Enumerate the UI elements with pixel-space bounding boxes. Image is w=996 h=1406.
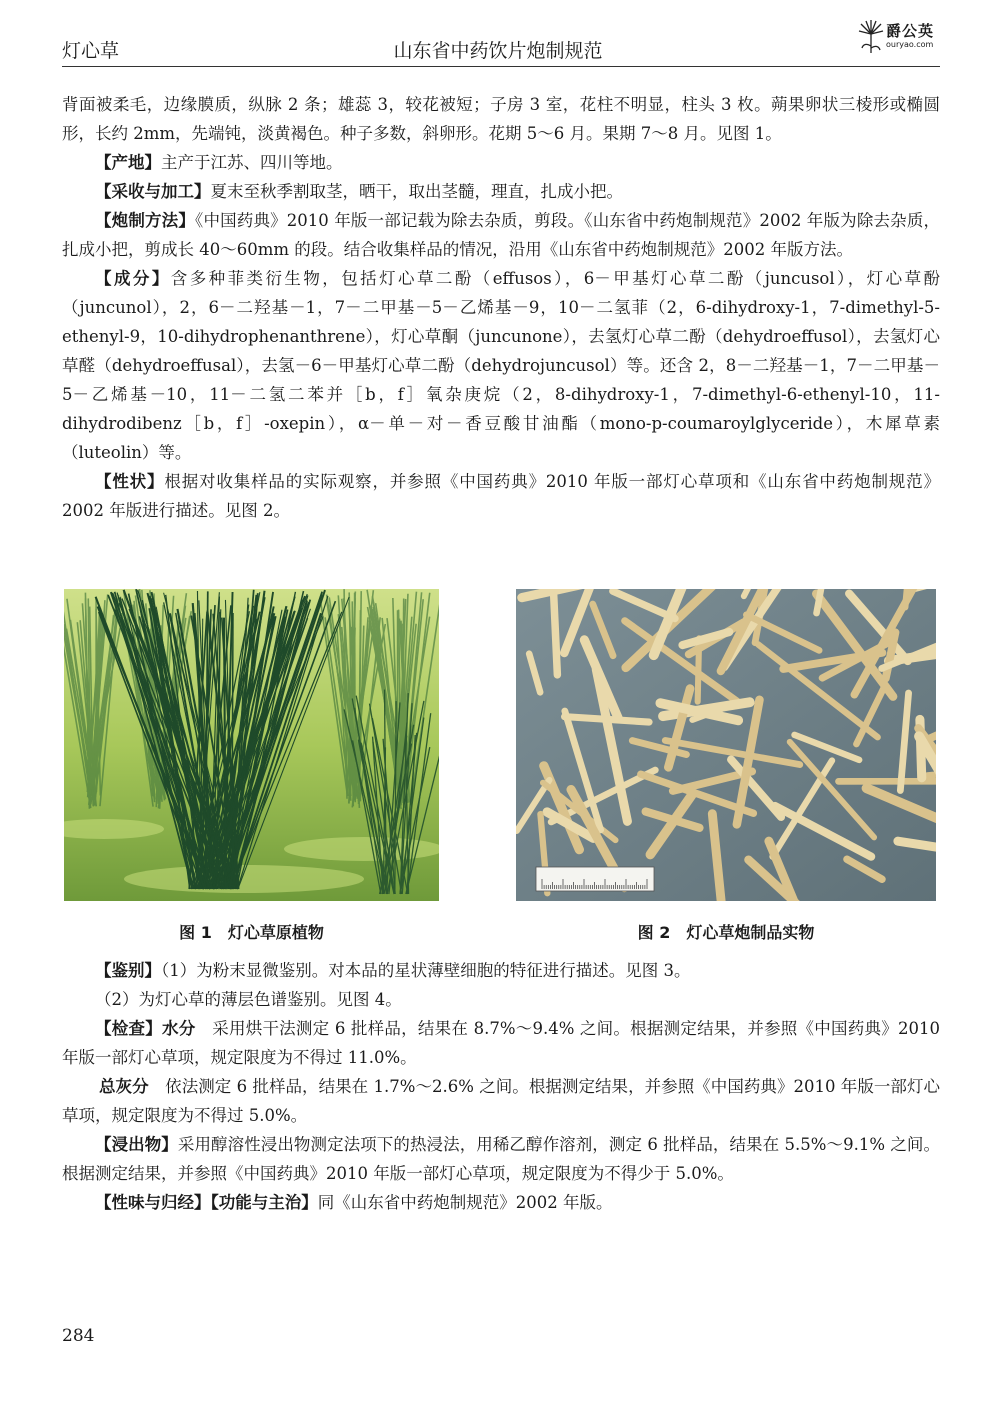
paragraph-tlc: （2）为灯心草的薄层色谱鉴别。见图 4。 xyxy=(95,990,402,1009)
paragraph-processing: 【炮制方法】《中国药典》2010 年版一部记载为除去杂质，剪段。《山东省中药炮制规范》2002 年版为除去杂质，扎成小把，剪成长 40～60mm 的段。结合收集样品的情况，沿用《山东省中药炮制规范》2002 年版方法。 xyxy=(62,211,940,259)
paragraph-origin: 【产地】主产于江苏、四川等地。 xyxy=(95,153,343,172)
logo-name: 爵公英 xyxy=(886,22,935,40)
paragraph: 背面被柔毛，边缘膜质，纵脉 2 条；雄蕊 3，较花被短；子房 3 室，花柱不明显，柱头 3 枚。蒴果卵状三棱形或椭圆形，长约 2mm，先端钝，淡黄褐色。种子多数，斜卵形。花期 5～6 月。果期 7～8 月。见图 1。 xyxy=(62,95,940,143)
figure-2-product-photo xyxy=(516,589,936,901)
logo-url: ouryao.com xyxy=(886,40,934,49)
figure-1-plant-photo xyxy=(64,589,439,901)
paragraph-character: 【性状】根据对收集样品的实际观察，并参照《中国药典》2010 年版一部灯心草项和《山东省中药炮制规范》2002 年版进行描述。见图 2。 xyxy=(62,472,940,520)
paragraph-extract: 【浸出物】采用醇溶性浸出物测定法项下的热浸法，用稀乙醇作溶剂，测定 6 批样品，结果在 5.5%～9.1% 之间。根据测定结果，并参照《中国药典》2010 年版一部灯心草项，规定限度为不得少于 5.0%。 xyxy=(62,1135,940,1183)
paragraph-ash: 总灰分 依法测定 6 批样品，结果在 1.7%～2.6% 之间。根据测定结果，并参照《中国药典》2010 年版一部灯心草项，规定限度为不得过 5.0%。 xyxy=(62,1077,941,1125)
body-text-bottom xyxy=(62,956,940,1217)
figure-2-caption: 图 2 灯心草炮制品实物 xyxy=(637,923,815,942)
paragraph-moisture: 【检查】水分 采用烘干法测定 6 批样品，结果在 8.7%～9.4% 之间。根据测定结果，并参照《中国药典》2010 年版一部灯心草项，规定限度为不得过 11.0%。 xyxy=(62,1019,941,1067)
paragraph-harvest: 【采收与加工】夏末至秋季割取茎，晒干，取出茎髓，理直，扎成小把。 xyxy=(95,182,623,201)
scale-ruler xyxy=(536,867,654,891)
running-header-left: 灯心草 xyxy=(62,40,120,62)
dandelion-icon xyxy=(858,20,884,54)
page-number: 284 xyxy=(62,1326,95,1346)
site-logo xyxy=(858,18,944,58)
paragraph-nature-function: 【性味与归经】【功能与主治】同《山东省中药炮制规范》2002 年版。 xyxy=(95,1193,613,1212)
paragraph-identification: 【鉴别】（1）为粉末显微鉴别。对本品的星状薄壁细胞的特征进行描述。见图 3。 xyxy=(95,961,691,980)
body-text-top xyxy=(62,90,940,525)
figure-1-caption: 图 1 灯心草原植物 xyxy=(179,923,324,942)
running-header-title: 山东省中药饮片炮制规范 xyxy=(393,40,603,62)
header-rule xyxy=(62,66,940,67)
paragraph-components: 【成分】含多种菲类衍生物，包括灯心草二酚（effusos），6－甲基灯心草二酚（juncusol），灯心草酚（juncunol），2，6－二羟基－1，7－二甲基－5－乙烯基－9，10－二氢菲（2，6-dihydroxy-1，7-dimethyl-5-ethenyl-9，10-dihydrophenanthrene），灯心草酮（juncunone），去氢灯心草二酚（dehydroeffusol），去氢灯心草醛（dehydroeffusal），去氢－6－甲基灯心草二酚（dehydrojuncusol）等。还含 2，8－二羟基－1，7－二甲基－5－乙烯基－10，11－二氢二苯并［b，f］氧杂庚烷（2，8-dihydroxy-1，7-dimethyl-6-ethenyl-10，11-dihydrodibenz［b，f］-oxepin），α－单－对－香豆酸甘油酯（mono-p-coumaroylglyceride），木犀草素（luteolin）等。 xyxy=(62,269,941,462)
